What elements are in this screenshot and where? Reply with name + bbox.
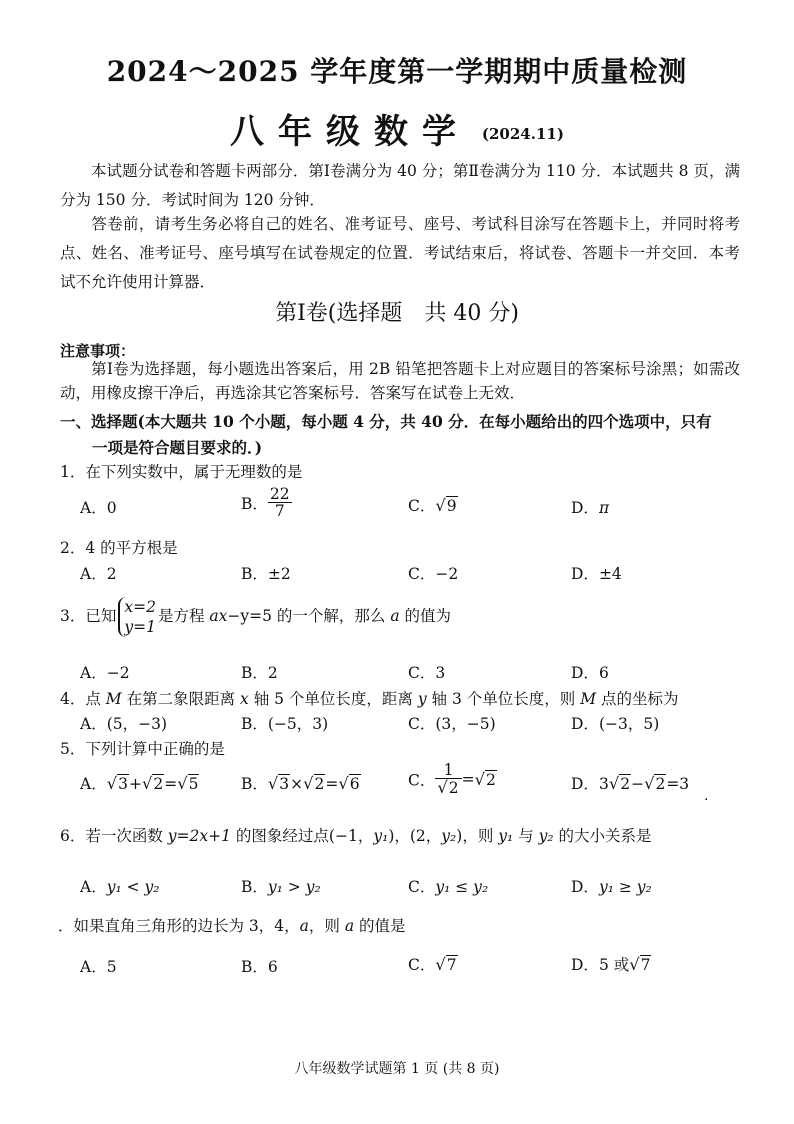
intro-paragraph-1 [60,157,740,215]
question-4-option-d: D．(−3，5) [571,715,660,733]
question-1-option-c: C．√9 [408,496,457,515]
question-1-option-b: B． $\frac{22}{7}$ [241,485,290,521]
question-2-option-b: B．±2 [241,565,291,583]
page-footer: 八年级数学试题第 1 页 (共 8 页) [294,1061,500,1077]
exam-subject-line [0,104,794,153]
question-7-option-a: A．5 [80,958,117,976]
question-6-option-d: D．y₁ ≥ y₂ [571,878,652,896]
question-4-stem: 4．点 M 在第二象限距离 x 轴 5 个单位长度，距离 y 轴 3 个单位长度，则 M 点的坐标为 [60,690,679,708]
question-1-stem: 1．在下列实数中，属于无理数的是 [60,463,303,481]
question-6-option-b: B．y₁ > y₂ [241,878,321,896]
question-6-option-a: A．y₁ < y₂ [80,878,160,896]
question-5-option-c: C． $\frac{1}{√2}$ =√2 [408,761,496,798]
question-3-stem: 3．已知 x=2 y=1 是方程 ax−y=5 的一个解，那么 a 的值为 [60,598,452,636]
part-one-line-1: 一、选择题(本大题共 10 个小题，每小题 4 分，共 40 分．在每小题给出的四个选项中，只有 [60,412,712,431]
question-7-option-c: C．√7 [408,955,457,974]
question-1-option-d: D．π [571,499,610,517]
question-7-option-b: B．6 [241,958,278,976]
question-6-stem: 6．若一次函数 y=2x+1 的图象经过点(−1，y₁)，(2，y₂)，则 y₁ 与 y₂ 的大小关系是 [60,827,652,845]
question-6-option-c: C．y₁ ≤ y₂ [408,878,489,896]
question-4-option-b: B．(−5，3) [241,715,329,733]
question-1-option-a: A．0 [80,499,117,517]
question-2-stem: 2．4 的平方根是 [60,539,178,557]
notice-title: 注意事项： [60,342,136,360]
intro-text-1: 本试题分试卷和答题卡两部分．第Ⅰ卷满分为 40 分；第Ⅱ卷满分为 110 分．本试题共 8 页，满分为 150 分．考试时间为 120 分钟． [60,162,740,209]
question-3-option-a: A．−2 [80,664,130,682]
question-3-option-c: C．3 [408,664,446,682]
question-5-option-d: D．3√2−√2=3 [571,774,690,793]
part-one-heading [60,409,740,461]
exam-date: (2024.11) [481,125,564,143]
question-2-option-d: D．±4 [571,565,622,583]
question-5-option-b: B．√3×√2=√6 [241,774,360,793]
question-3-option-d: D．6 [571,664,609,682]
question-2-option-c: C．−2 [408,565,459,583]
intro-paragraph-2 [60,210,740,297]
question-5-option-a: A．√3+√2=√5 [80,774,199,793]
notice-body [60,357,740,405]
question-5-stem: 5．下列计算中正确的是 [60,740,225,758]
question-4-option-a: A．(5，−3) [80,715,168,733]
section-title: 第Ⅰ卷(选择题 共 40 分) [275,301,519,326]
part-one-line-2: 一项是符合题目要求的．) [92,438,263,457]
intro-text-2: 答卷前，请考生务必将自己的姓名、准考证号、座号、考试科目涂写在答题卡上，并同时将考点、姓名、准考证号、座号填写在试卷规定的位置．考试结束后，将试卷、答题卡一并交回．本考试不允许使用计算器． [60,215,740,291]
question-2-option-a: A．2 [80,565,117,583]
equation-system: x=2 y=1 [118,597,156,637]
exam-subject: 八年级数学 [230,112,471,152]
exam-title: 2024～2025 学年度第一学期期中质量检测 [106,55,688,88]
question-4-option-c: C．(3，−5) [408,715,496,733]
question-3-option-b: B．2 [241,664,278,682]
question-7-stem: ．如果直角三角形的边长为 3，4，a，则 a 的值是 [58,917,406,935]
question-7-option-d: D．5 或√7 [571,955,651,974]
notice-text: 第Ⅰ卷为选择题，每小题选出答案后，用 2B 铅笔把答题卡上对应题目的答案标号涂黑；如需改动，用橡皮擦干净后，再选涂其它答案标号．答案写在试卷上无效． [60,360,740,402]
stray-mark: . [704,788,709,804]
